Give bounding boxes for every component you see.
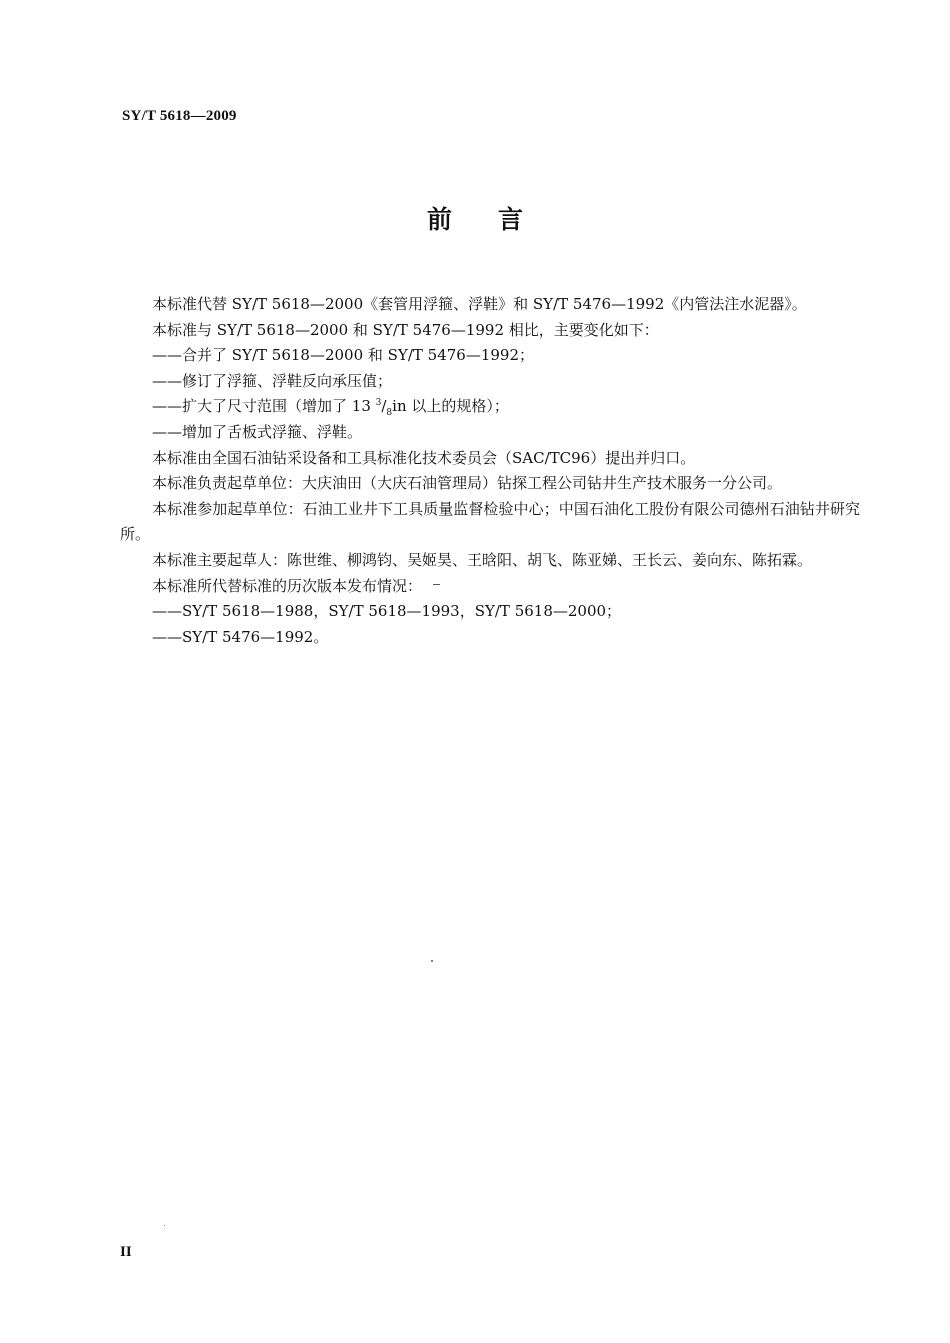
history-item-5618: ——SY/T 5618—1988，SY/T 5618—1993，SY/T 5618—2000； (152, 602, 622, 621)
page-number: II (120, 1244, 132, 1260)
fraction-three-eighths (375, 397, 393, 419)
change-item-revise-pressure: ——修订了浮箍、浮鞋反向承压值； (152, 371, 393, 390)
scan-speck (433, 584, 440, 585)
history-item-5476: ——SY/T 5476—1992。 (152, 627, 329, 646)
scan-speck (431, 960, 433, 962)
foreword-body (120, 292, 860, 650)
paragraph-changes-intro: 本标准与 SY/T 5618—2000 和 SY/T 5476—1992 相比，主要变化如下： (152, 320, 659, 339)
paragraph-main-drafters: 本标准主要起草人：陈世维、柳鸿钧、吴姬昊、王晗阳、胡飞、陈亚娣、王长云、姜向东、陈拓霖。 (152, 550, 813, 569)
scan-speck (164, 1225, 165, 1226)
page-title (0, 200, 950, 236)
paragraph-participating-drafters: 本标准参加起草单位：石油工业井下工具质量监督检验中心；中国石油化工股份有限公司德州石油钻井研究所。 (120, 499, 860, 544)
paragraph-history-intro: 本标准所代替标准的历次版本发布情况： (152, 576, 423, 595)
paragraph-proposer: 本标准由全国石油钻采设备和工具标准化技术委员会（SAC/TC96）提出并归口。 (152, 448, 696, 467)
change-item-expand-size-prefix: ——扩大了尺寸范围（增加了 13 (152, 397, 376, 416)
paragraph-lead-drafter: 本标准负责起草单位：大庆油田（大庆石油管理局）钻探工程公司钻井生产技术服务一分公司。 (152, 474, 783, 493)
fraction-separator: / (381, 397, 387, 416)
fraction-denominator: 8 (386, 408, 393, 419)
change-item-expand-size (120, 394, 860, 420)
fraction-numerator: 3 (375, 398, 382, 409)
paragraph-replaces: 本标准代替 SY/T 5618—2000《套管用浮箍、浮鞋》和 SY/T 5476—1992《内管法注水泥器》。 (152, 295, 807, 313)
title-char-2: 言 (498, 205, 524, 234)
change-item-merge: ——合并了 SY/T 5618—2000 和 SY/T 5476—1992； (152, 346, 535, 365)
change-item-expand-size-suffix: in 以上的规格）； (392, 397, 509, 416)
title-char-1: 前 (426, 205, 452, 234)
standard-code-header: SY/T 5618—2009 (122, 108, 237, 124)
change-item-add-flapper: ——增加了舌板式浮箍、浮鞋。 (152, 422, 363, 441)
